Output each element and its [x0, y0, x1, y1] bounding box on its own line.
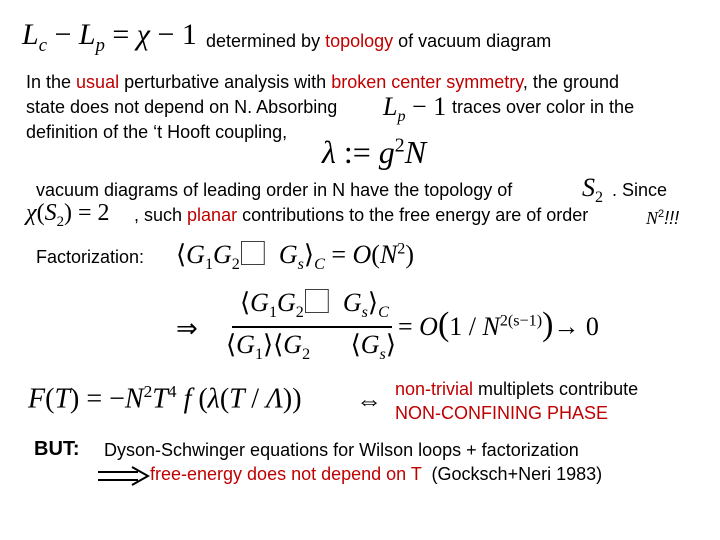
order-n: N: [646, 208, 659, 228]
factorization-label: Factorization:: [36, 247, 145, 267]
free-energy-note: [395, 378, 638, 400]
but-line1: Dyson-Schwinger equations for Wilson loops + factorization: [104, 440, 579, 460]
free-energy-formula: $F(T) = -N^2T^4$ f (λ(T / Λ)): [28, 382, 302, 415]
usual-highlight: usual: [76, 72, 120, 92]
line1-after: of vacuum diagram: [393, 31, 552, 51]
para1-line3: definition of the ‘t Hooft coupling,: [26, 122, 288, 142]
order-n2: [646, 203, 679, 229]
para1-line2b: traces over color in the: [452, 97, 635, 117]
implies-arrow: ⇒: [176, 314, 198, 343]
topology-highlight: topology: [325, 31, 394, 51]
formula-lc-lp: $L_c - L_p = \chi - 1$: [22, 18, 197, 56]
para1-b: perturbative analysis with: [119, 72, 332, 92]
coupling-formula: λ := $g^2N$: [322, 134, 427, 170]
formula-lp-minus-1: $L_p - 1$: [383, 92, 447, 126]
para1-c: , the ground: [522, 72, 619, 92]
exclamation: !!!: [664, 208, 680, 228]
para1-line1: [26, 71, 619, 93]
para1-a: In the: [26, 72, 77, 92]
formula-chi-s2: $\chi(S_2) = 2$: [26, 200, 110, 230]
para1-line2a: state does not depend on N. Absorbing: [26, 97, 338, 117]
non-trivial-highlight: non-trivial: [395, 379, 474, 399]
line1-before: determined by: [206, 31, 326, 51]
para2-line2b: contributions to the free energy are of order: [237, 205, 589, 225]
para2-line1a: vacuum diagrams of leading order in N have the topology of: [36, 180, 513, 200]
broken-symmetry-highlight: broken center symmetry: [331, 72, 523, 92]
para2-line1b: . Since: [612, 180, 668, 200]
t-independence-highlight: free-energy does not depend on T: [150, 464, 422, 484]
ratio-rhs: = $O(1 / N^{2(s-1)})\to 0$: [398, 306, 599, 343]
para2-line2: [134, 204, 588, 226]
long-implies-arrow: [98, 466, 150, 486]
fraction-bar: [232, 326, 392, 328]
order-sup: 2: [658, 208, 665, 220]
non-confining-phase: NON-CONFINING PHASE: [395, 403, 609, 423]
equivalence-arrow: ⇔: [356, 386, 382, 415]
ratio-numerator: $⟨G_1G_2⃞$ $G_s⟩_C$: [240, 288, 389, 322]
planar-highlight: planar: [187, 205, 238, 225]
para2-line2a: , such: [134, 205, 188, 225]
gocksch-neri-citation: (Gocksch+Neri 1983): [421, 464, 603, 484]
factorization-eq1: $⟨G_1G_2⃞$ $G_s⟩_C = O(N^2)$: [176, 240, 415, 274]
but-label: BUT:: [34, 438, 80, 460]
line1-text: [206, 30, 551, 52]
formula-s2: $S_2$: [582, 173, 604, 207]
free-energy-note-b: multiplets contribute: [473, 379, 639, 399]
but-line2: [150, 463, 602, 485]
ratio-denominator: $⟨G_1⟩⟨G_2⟩⃞⟨G_s⟩$: [226, 330, 396, 364]
